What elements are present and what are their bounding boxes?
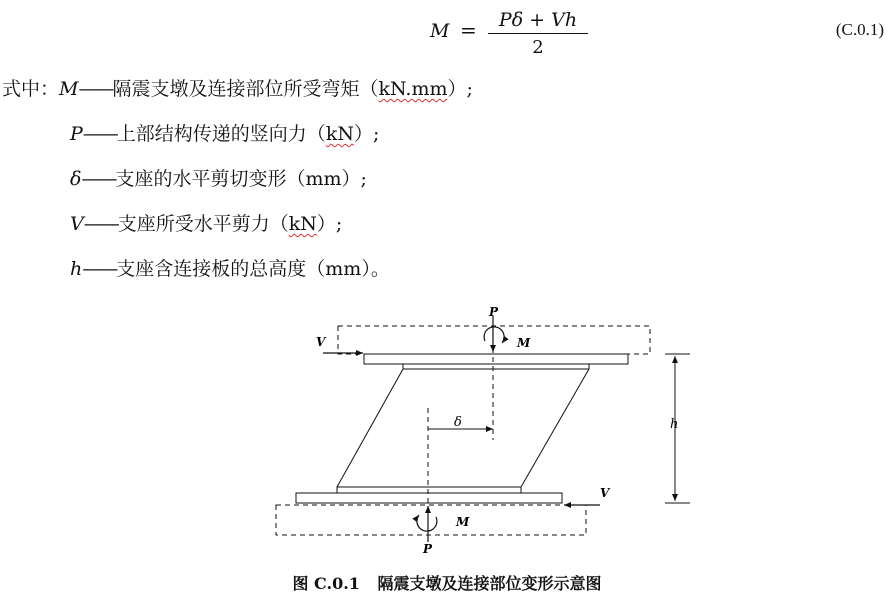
definition-text-end: ）; — [353, 123, 380, 145]
definition-text: 支座所受水平剪力（ — [117, 213, 289, 235]
definition-unit: mm — [325, 258, 362, 280]
definition-text: 支座含连接板的总高度（ — [116, 258, 326, 280]
definition-unit: kN.mm — [378, 78, 448, 100]
bearing-left-edge — [337, 369, 403, 487]
equation-number: (C.0.1) — [835, 20, 884, 39]
definition-symbol: P — [70, 123, 83, 145]
definition-line-h — [70, 256, 390, 282]
definition-symbol: h — [70, 258, 83, 280]
definition-text-end: ）; — [447, 78, 473, 100]
definition-text-end: ）; — [316, 213, 343, 235]
definition-line-v — [70, 211, 342, 237]
figure-title: 隔震支墩及连接部位变形示意图 — [377, 574, 602, 593]
fraction-denominator: 2 — [532, 37, 544, 58]
figure-caption — [0, 571, 894, 594]
definition-text: 上部结构传递的竖向力（ — [116, 123, 326, 145]
top-moment-arrow — [484, 327, 504, 343]
definition-line-delta — [70, 166, 367, 192]
figure-number: 图 C.0.1 — [292, 574, 360, 593]
definition-dash: —— — [83, 213, 118, 235]
definition-intro: 式中： — [2, 78, 60, 100]
fraction-numerator: Pδ + Vh — [498, 9, 578, 31]
definition-symbol: V — [70, 213, 84, 235]
definition-text-end: ）; — [341, 168, 367, 190]
definition-dash: —— — [82, 123, 117, 145]
bottom-inner-plate — [337, 487, 521, 493]
equation — [430, 8, 610, 60]
top-force-label: P — [489, 305, 499, 319]
definition-text: 支座的水平剪切变形（ — [115, 168, 306, 190]
top-moment-label: M — [517, 336, 531, 350]
definition-text-end: ）。 — [361, 258, 390, 280]
definition-unit: kN — [288, 213, 317, 235]
equals-sign: = — [460, 18, 477, 42]
definition-unit: mm — [305, 168, 342, 190]
height-label: h — [670, 417, 679, 432]
definition-symbol: M — [59, 78, 79, 100]
bottom-moment-label: M — [456, 515, 470, 529]
top-inner-plate — [403, 364, 589, 369]
definition-line-m — [2, 76, 473, 102]
top-plate — [364, 354, 628, 364]
definition-unit: kN — [325, 123, 354, 145]
equation-lhs: M — [430, 20, 450, 42]
definition-dash: —— — [82, 258, 117, 280]
fraction — [488, 8, 588, 60]
bottom-moment-arrow — [417, 515, 437, 531]
definition-dash: —— — [81, 168, 116, 190]
top-dashed-box — [338, 326, 650, 354]
top-shear-label: V — [316, 335, 326, 349]
bearing-right-edge — [521, 369, 589, 487]
definition-text: 隔震支墩及连接部位所受弯矩（ — [112, 78, 379, 100]
bottom-plate — [296, 493, 562, 503]
bottom-force-label: P — [423, 542, 433, 556]
definition-dash: —— — [78, 78, 113, 100]
definition-line-p — [70, 121, 379, 147]
bottom-shear-label: V — [600, 486, 610, 500]
definition-symbol: δ — [70, 168, 82, 190]
fraction-bar — [488, 33, 588, 34]
bottom-dashed-box — [276, 505, 586, 535]
delta-label: δ — [454, 415, 462, 430]
